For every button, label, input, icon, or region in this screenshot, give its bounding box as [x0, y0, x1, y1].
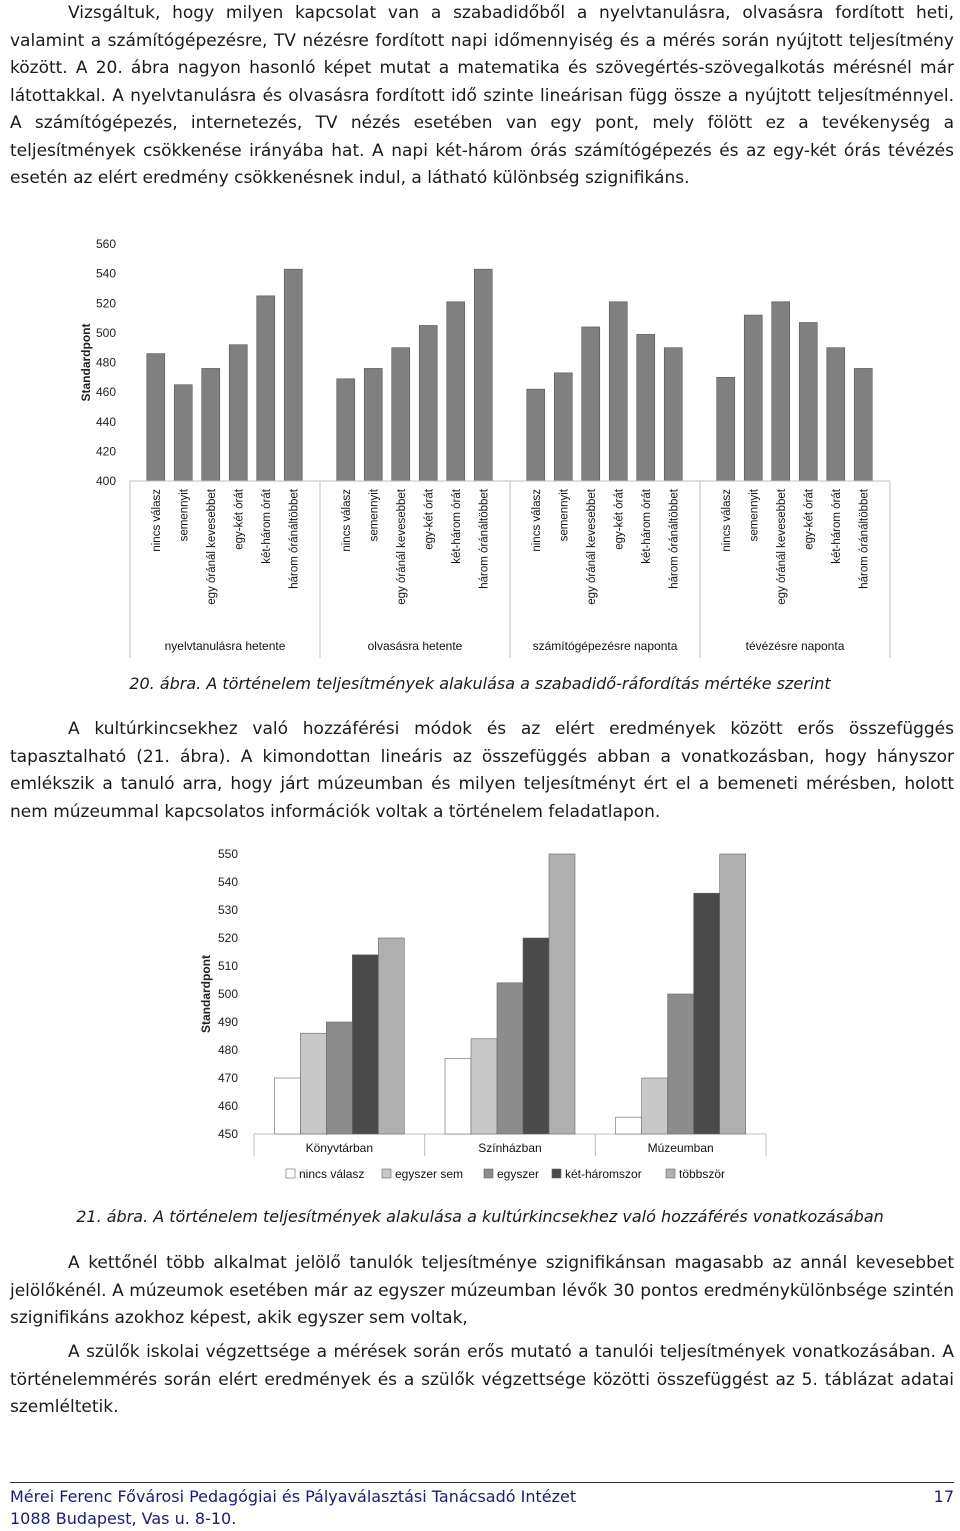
group-label: olvasásra hetente — [367, 639, 463, 653]
bar — [392, 348, 410, 481]
x-tick-label: két-három órát — [450, 489, 463, 564]
chart-fig21 — [190, 838, 780, 1198]
footer-divider — [10, 1482, 954, 1483]
x-tick-label: Könyvtárban — [305, 1141, 374, 1155]
footer-address: 1088 Budapest, Vas u. 8-10. — [10, 1509, 237, 1528]
bar — [147, 354, 165, 481]
bar — [582, 327, 600, 481]
y-tick-label: 520 — [217, 931, 238, 945]
y-tick-label: 540 — [95, 266, 116, 281]
x-tick-label: nincs válasz — [340, 489, 353, 552]
legend-label: egyszer — [497, 1167, 540, 1181]
bar — [474, 269, 492, 481]
y-tick-label: 400 — [95, 474, 116, 488]
caption-fig20: 20. ábra. A történelem teljesítmények alakulása a szabadidő-ráfordítás mértéke szerint — [129, 674, 831, 693]
bar — [694, 893, 720, 1134]
bar — [300, 1033, 326, 1134]
y-tick-label: 420 — [95, 444, 116, 459]
x-tick-label: két-három órát — [640, 489, 653, 564]
x-tick-label: két-három órát — [830, 489, 843, 564]
group-label: tévézésre naponta — [745, 639, 845, 653]
bar — [471, 1039, 497, 1134]
legend-label: egyszer sem — [395, 1167, 464, 1181]
bar — [554, 373, 572, 481]
x-tick-label: egy-két órát — [423, 489, 436, 550]
y-axis-title: Standardpont — [79, 323, 93, 402]
legend-swatch — [666, 1169, 675, 1178]
bar — [326, 1022, 352, 1134]
x-tick-label: egy-két órát — [613, 489, 626, 550]
x-tick-label: egy óránál kevesebbet — [775, 489, 788, 605]
group-label: nyelvtanulásra hetente — [164, 639, 286, 653]
bar — [447, 302, 465, 481]
bar — [364, 368, 382, 481]
y-tick-label: 460 — [95, 385, 116, 400]
y-tick-label: 460 — [217, 1099, 238, 1113]
x-tick-label: Múzeumban — [647, 1141, 714, 1155]
bar — [720, 854, 746, 1134]
y-tick-label: 540 — [217, 875, 238, 889]
y-tick-label: 500 — [95, 325, 116, 340]
x-tick-label: semennyit — [368, 489, 381, 542]
y-tick-label: 510 — [217, 959, 238, 973]
legend-swatch — [484, 1169, 493, 1178]
bar — [419, 325, 437, 481]
bar — [352, 955, 378, 1134]
bar — [229, 345, 247, 481]
bar — [772, 302, 790, 481]
bar — [174, 385, 192, 481]
bar — [445, 1058, 471, 1134]
legend-label: többször — [679, 1167, 726, 1181]
x-tick-label: nincs válasz — [530, 489, 543, 552]
bar — [274, 1078, 300, 1134]
x-tick-label: három óránáltöbbet — [858, 489, 871, 589]
legend-label: nincs válasz — [299, 1167, 365, 1181]
bar — [523, 938, 549, 1134]
group-label: számítógépezésre naponta — [532, 639, 678, 653]
x-tick-label: semennyit — [558, 489, 571, 542]
x-tick-label: egy óránál kevesebbet — [395, 489, 408, 605]
bar — [717, 377, 735, 481]
legend-label: két-háromszor — [565, 1167, 642, 1181]
y-tick-label: 490 — [217, 1015, 238, 1029]
x-tick-label: két-három órát — [260, 489, 273, 564]
x-tick-label: egy-két órát — [233, 489, 246, 550]
x-tick-label: három óránáltöbbet — [288, 489, 301, 589]
x-tick-label: három óránáltöbbet — [668, 489, 681, 589]
bar — [527, 389, 545, 481]
bar — [202, 368, 220, 481]
paragraph-museum: A kettőnél több alkalmat jelölő tanulók teljesítménye szignifikánsan magasabb az annál kevesebbet jelölőkénél. A múzeumok esetében már az egyszer múzeumban lévők 30 pontos eredménykülönbsége szintén szignifikáns azokhoz képest, akik egyszer sem voltak, — [10, 1253, 954, 1328]
x-tick-label: nincs válasz — [720, 489, 733, 552]
paragraph-culture: A kultúrkincsekhez való hozzáférési módok és az elért eredmények között erős összefüggés tapasztalható (21. ábra). A kimondottan lineáris az összefüggés abban a vonatkozásban, hogy hányszor emlékszik a tanuló arra, hogy járt múzeumban és milyen teljesítményt ért el a bemeneti mérésben, holott nem múzeummal kapcsolatos információk voltak a történelem feladatlapon. — [10, 719, 954, 822]
y-tick-label: 450 — [217, 1127, 238, 1141]
y-tick-label: 470 — [217, 1071, 238, 1085]
footer-institute: Mérei Ferenc Fővárosi Pedagógiai és Pályaválasztási Tanácsadó Intézet — [10, 1487, 577, 1506]
bar — [257, 296, 275, 481]
bar — [664, 348, 682, 481]
legend-swatch — [552, 1169, 561, 1178]
bar — [284, 269, 302, 481]
bar — [609, 302, 627, 481]
bar — [497, 983, 523, 1134]
legend-swatch — [382, 1169, 391, 1178]
x-tick-label: három óránáltöbbet — [478, 489, 491, 589]
y-tick-label: 560 — [95, 237, 116, 251]
bar — [616, 1117, 642, 1134]
paragraph-intro: Vizsgáltuk, hogy milyen kapcsolat van a szabadidőből a nyelvtanulásra, olvasásra fordított heti, valamint a számítógépezésre, TV nézésre fordított napi időmennyiség és a mérés során nyújtott teljesítmény között. A 20. ábra nagyon hasonló képet mutat a matematika és szövegértés-szövegalkotás mérésnél már látottakkal. A nyelvtanulásra és olvasásra fordított idő szinte lineárisan függ össze a nyújtott teljesítménnyel. A számítógépezés, internetezés, TV nézés esetében van egy pont, mely fölött ez a tevékenység a teljesítmények csökkenése irányába hat. A napi két-három órás számítógépezés és az egy-két órás tévézés esetén az elért eredmény csökkenésnek indul, a látható különbség szignifikáns. — [10, 3, 954, 188]
bar — [378, 938, 404, 1134]
y-tick-label: 550 — [217, 847, 238, 861]
bar — [549, 854, 575, 1134]
y-tick-label: 440 — [95, 414, 116, 429]
caption-fig21: 21. ábra. A történelem teljesítmények alakulása a kultúrkincsekhez való hozzáférés vonatkozásában — [76, 1207, 884, 1226]
y-tick-label: 480 — [217, 1043, 238, 1057]
y-tick-label: 520 — [95, 296, 116, 311]
y-axis-title: Standardpont — [199, 955, 213, 1033]
x-tick-label: Színházban — [478, 1141, 542, 1155]
bar — [854, 368, 872, 481]
x-tick-label: egy óránál kevesebbet — [585, 489, 598, 605]
page-number: 17 — [933, 1487, 954, 1506]
x-tick-label: egy-két órát — [803, 489, 816, 550]
chart-fig20 — [60, 228, 900, 662]
bar — [337, 379, 355, 481]
bar — [827, 348, 845, 481]
bar — [744, 315, 762, 481]
legend-swatch — [286, 1169, 295, 1178]
bar — [799, 323, 817, 481]
bar — [637, 334, 655, 481]
y-tick-label: 530 — [217, 903, 238, 917]
x-tick-label: egy óránál kevesebbet — [205, 489, 218, 605]
y-tick-label: 480 — [95, 355, 116, 370]
bar — [668, 994, 694, 1134]
paragraph-parents: A szülők iskolai végzettsége a mérések során erős mutató a tanulói teljesítmények vonatkozásában. A történelemmérés során elért eredmények és a szülők végzettsége közötti összefüggést az 5. táblázat adatai szemléltetik. — [10, 1342, 954, 1417]
bar — [642, 1078, 668, 1134]
x-tick-label: semennyit — [178, 489, 191, 542]
x-tick-label: nincs válasz — [150, 489, 163, 552]
y-tick-label: 500 — [217, 987, 238, 1001]
x-tick-label: semennyit — [748, 489, 761, 542]
